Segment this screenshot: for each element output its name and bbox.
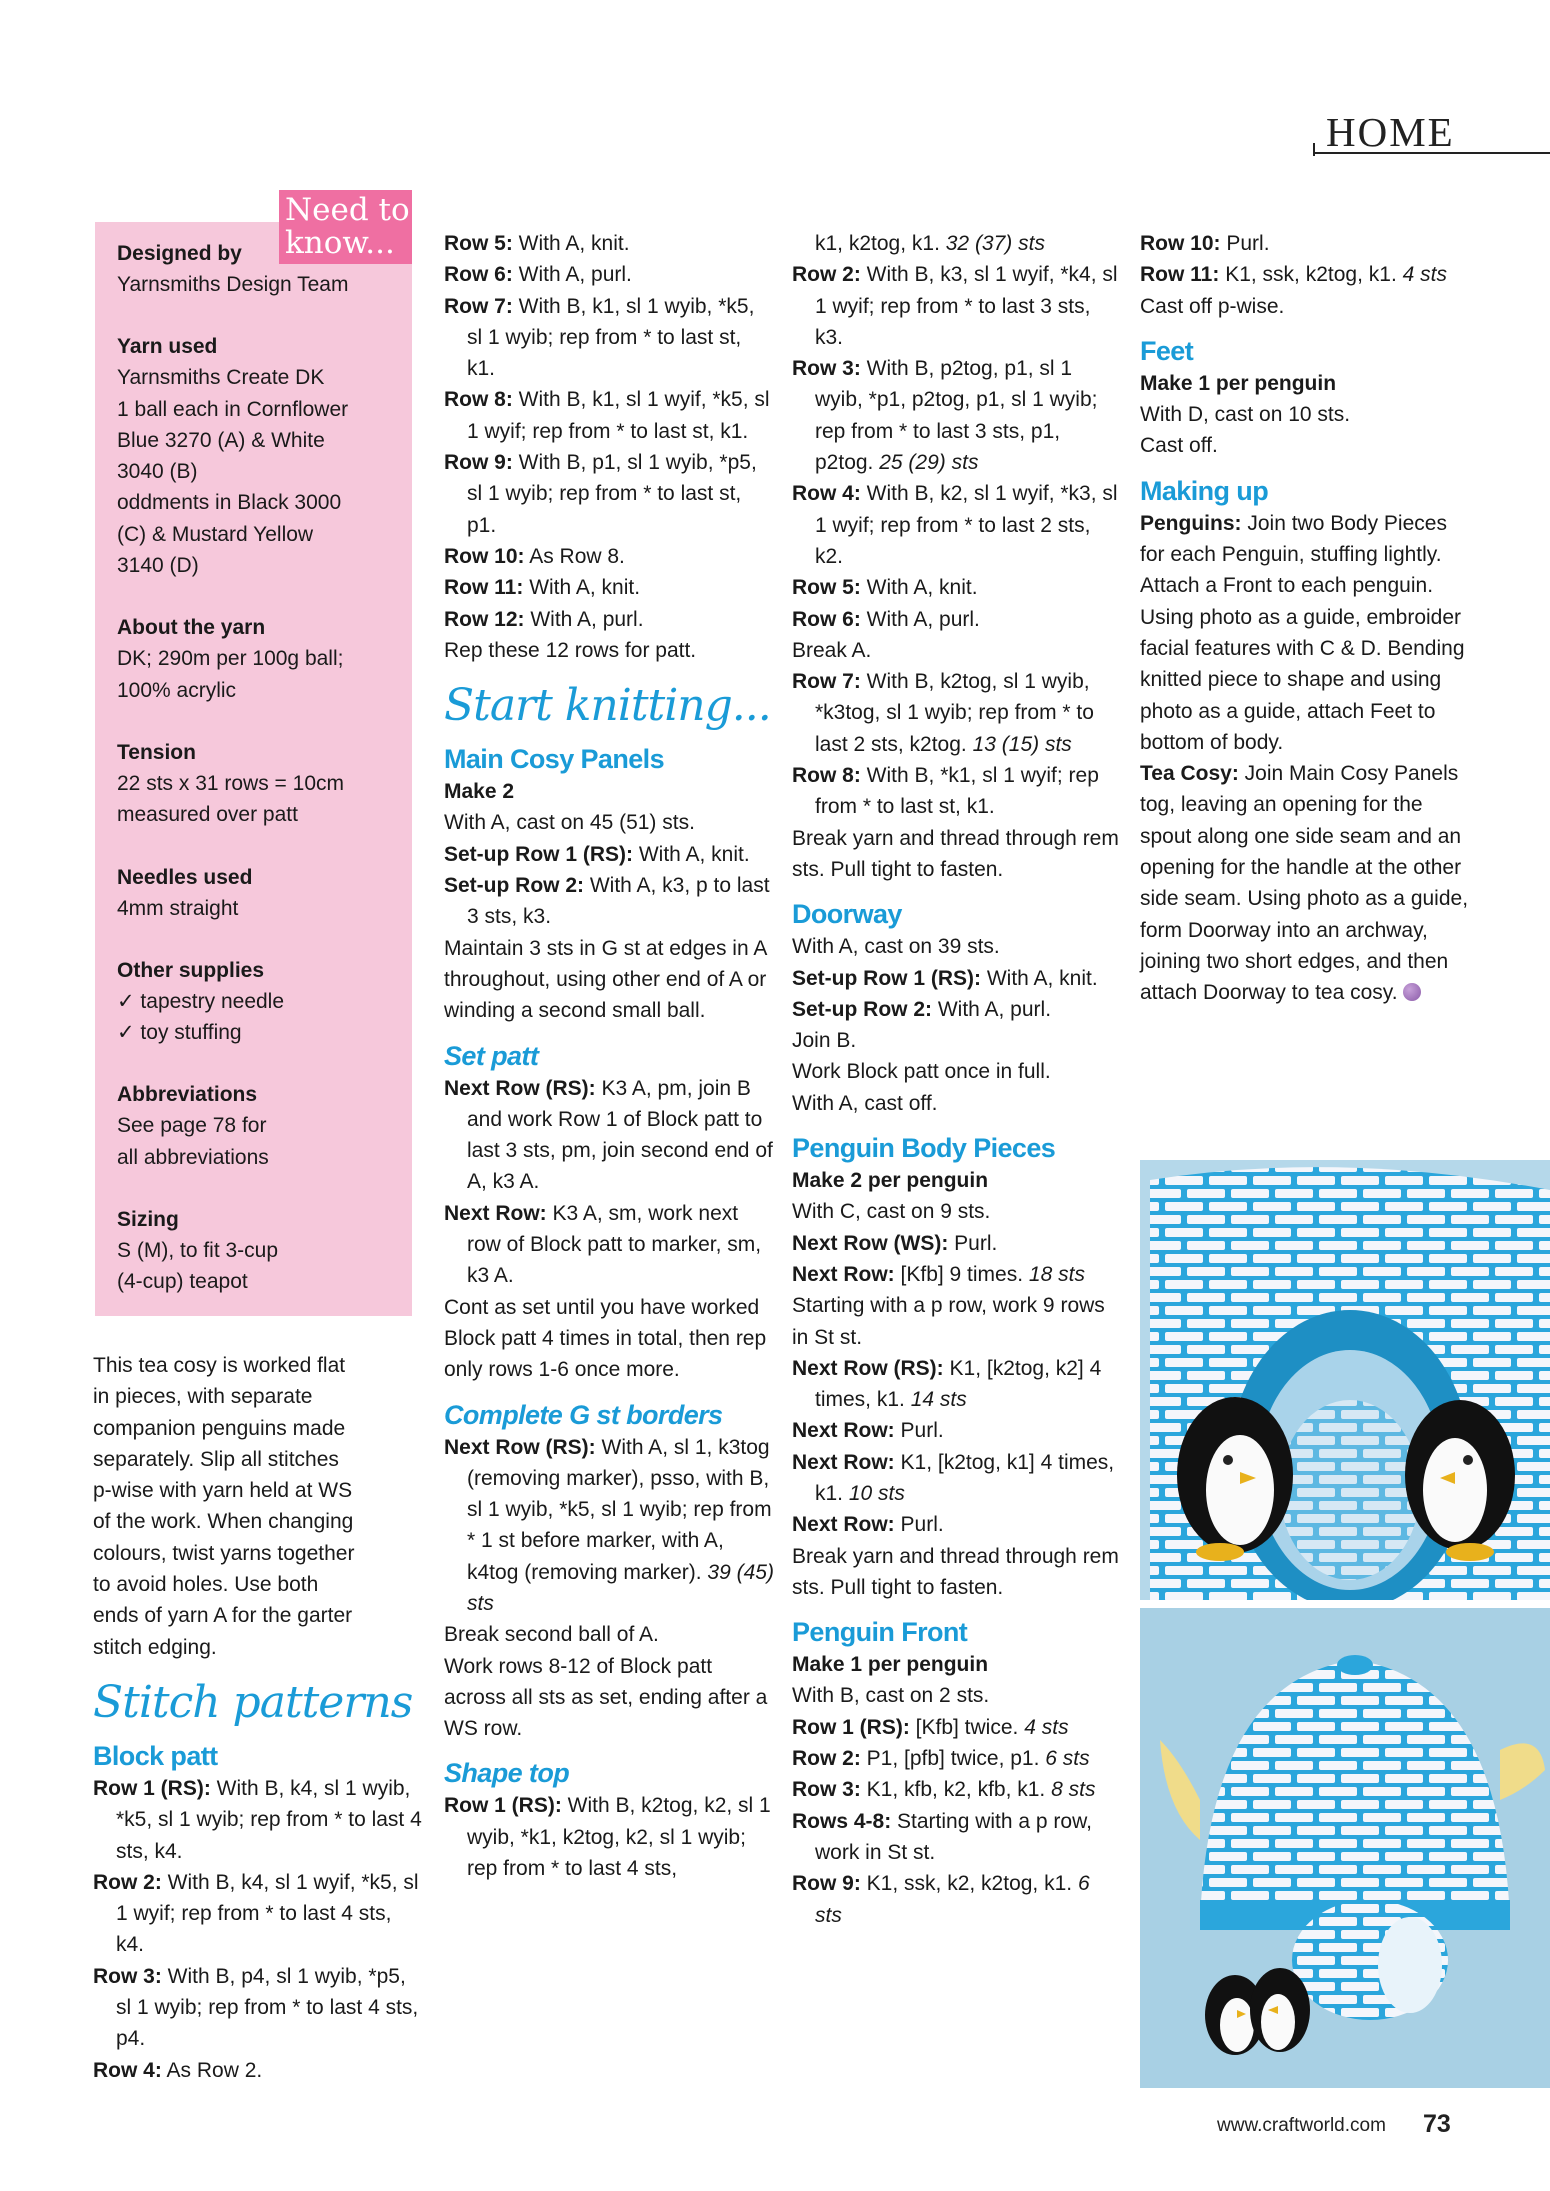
- setup-row-1: [444, 839, 774, 870]
- next-row-rs-label: Next Row (RS):: [444, 1076, 596, 1100]
- need-to-know-line: Yarnsmiths Design Team: [117, 273, 349, 296]
- page-number: 73: [1423, 2110, 1451, 2138]
- row-3-count: 25 (29) sts: [879, 451, 979, 475]
- body-row-2-text: [Kfb] 9 times.: [894, 1262, 1024, 1286]
- need-to-know-group: [117, 331, 397, 581]
- row-3-label: Row 3:: [792, 357, 861, 381]
- body-break: Break yarn and thread through rem sts. Pull tight to fasten.: [792, 1544, 1119, 1599]
- pattern-row: [93, 1961, 423, 2055]
- body-start: Starting with a p row, work 9 rows in St st.: [792, 1294, 1105, 1349]
- need-to-know-line: 3140 (D): [117, 554, 199, 578]
- row-8: [792, 760, 1122, 823]
- intro-line: separately. Slip all stitches: [93, 1447, 339, 1471]
- row-5-text: With A, knit.: [860, 576, 978, 600]
- break-a: Break A.: [792, 638, 872, 662]
- intro-line: ends of yarn A for the garter: [93, 1604, 353, 1628]
- front-make: Make 1 per penguin: [792, 1653, 989, 1677]
- need-to-know-tag-line: Need to: [285, 192, 410, 228]
- front-row-2: [792, 1743, 1122, 1774]
- penguin-body-heading: Penguin Body Pieces: [792, 1133, 1056, 1164]
- block-patt-rows: [93, 1773, 423, 2086]
- front-rows-4-8-text: Starting with a p row, work in St st.: [815, 1809, 1092, 1864]
- maintain-text: Maintain 3 sts in G st at edges in A throughout, using other end of A or winding a second small ball.: [444, 936, 767, 1023]
- feet-make: Make 1 per penguin: [1140, 371, 1337, 395]
- front-row-9-count: 6 sts: [815, 1872, 1090, 1927]
- body-row-5-count: 10 sts: [848, 1481, 905, 1505]
- column-3: [792, 228, 1122, 1931]
- doorway-cast-off: With A, cast off.: [792, 1091, 938, 1115]
- intro-line: to avoid holes. Use both: [93, 1573, 319, 1597]
- pattern-row-text: With B, k1, sl 1 wyib, *k5, sl 1 wyib; rep from * to last st, k1.: [467, 294, 755, 381]
- front-row-2-text: P1, [pfb] twice, p1.: [860, 1747, 1040, 1771]
- pattern-row-label: Row 6:: [444, 263, 513, 287]
- pattern-row-label: Row 9:: [444, 451, 513, 475]
- need-to-know-heading: Abbreviations: [117, 1083, 258, 1107]
- need-to-know-tag: [279, 190, 412, 264]
- need-to-know-line: S (M), to fit 3-cup: [117, 1239, 279, 1263]
- pattern-row-text: As Row 2.: [161, 2058, 263, 2082]
- body-row-2-count: 18 sts: [1028, 1262, 1085, 1286]
- pattern-row-label: Row 12:: [444, 607, 525, 631]
- work-block: Work Block patt once in full.: [792, 1060, 1051, 1084]
- tea-cosy-text: Join Main Cosy Panels tog, leaving an opening for the spout along one side seam and an opening for the handle at the other side seam. Using photo as a guide, form Doorway into an archway, joining two short edges, and then attach Doorway to tea cosy.: [1140, 762, 1469, 1005]
- body-make: Make 2 per penguin: [792, 1169, 989, 1193]
- front-row-1: [792, 1712, 1122, 1743]
- row-3: [792, 353, 1122, 478]
- front-row-3-text: K1, kfb, k2, kfb, k1.: [860, 1778, 1046, 1802]
- shape-row-1-label: Row 1 (RS):: [444, 1794, 562, 1818]
- front-row-2-count: 6 sts: [1045, 1747, 1090, 1771]
- need-to-know-heading: Needles used: [117, 865, 253, 889]
- setup-row-1-text: With A, knit.: [633, 842, 750, 866]
- main-cosy-heading: Main Cosy Panels: [444, 744, 664, 775]
- work-rows-text: Work rows 8-12 of Block patt across all sts as set, ending after a WS row.: [444, 1654, 768, 1741]
- need-to-know-heading: Other supplies: [117, 958, 265, 982]
- row-8-text: With B, *k1, sl 1 wyif; rep from * to last st, k1.: [815, 764, 1099, 819]
- pattern-row: [444, 228, 774, 259]
- pattern-row: [444, 604, 774, 635]
- main-cast-on: With A, cast on 45 (51) sts.: [444, 811, 695, 835]
- tea-cosy-instructions: [1140, 758, 1470, 1008]
- intro-line: companion penguins made: [93, 1416, 346, 1440]
- body-row-3-label: Next Row (RS):: [792, 1356, 944, 1380]
- need-to-know-group: [117, 1204, 397, 1298]
- block-patt-rows-cont: [444, 228, 774, 635]
- pattern-row-label: Row 7:: [444, 294, 513, 318]
- project-photo: [1140, 1160, 1550, 2088]
- front-row-2-label: Row 2:: [792, 1747, 861, 1771]
- pattern-row-label: Row 2:: [93, 1870, 162, 1894]
- pattern-row: [93, 1773, 423, 1867]
- next-row-text: K3 A, sm, work next row of Block patt to marker, sm, k3 A.: [467, 1201, 762, 1288]
- setup-row-2-text: With A, k3, p to last 3 sts, k3.: [467, 874, 770, 929]
- gst-row-count: 39 (45) sts: [467, 1560, 774, 1615]
- front-row-9-text: K1, ssk, k2, k2tog, k1.: [860, 1872, 1073, 1896]
- body-row-1-text: Purl.: [948, 1231, 998, 1255]
- need-to-know-line: all abbreviations: [117, 1145, 269, 1169]
- need-to-know-heading: Tension: [117, 740, 196, 764]
- body-row-3: [792, 1353, 1122, 1416]
- need-to-know-line: See page 78 for: [117, 1114, 267, 1138]
- pattern-row: [93, 1867, 423, 1961]
- need-to-know-line: DK; 290m per 100g ball;: [117, 647, 344, 671]
- shape-top-heading: Shape top: [444, 1758, 570, 1789]
- shape-cont-text: k1, k2tog, k1.: [815, 232, 940, 255]
- feet-heading: Feet: [1140, 335, 1194, 366]
- need-to-know-heading: Sizing: [117, 1208, 179, 1232]
- row-4-label: Row 4:: [792, 482, 861, 506]
- join-b: Join B.: [792, 1029, 857, 1053]
- row-7-label: Row 7:: [792, 670, 861, 694]
- body-row-4-text: Purl.: [894, 1419, 944, 1443]
- column-1: [93, 1350, 423, 2086]
- body-row-1: [792, 1228, 1122, 1259]
- break-second-ball: Break second ball of A.: [444, 1623, 659, 1647]
- front-cast-on: With B, cast on 2 sts.: [792, 1684, 990, 1708]
- body-row-6: [792, 1509, 1122, 1540]
- front-row-3-label: Row 3:: [792, 1778, 861, 1802]
- pattern-row-text: With B, k4, sl 1 wyif, *k5, sl 1 wyif; rep from * to last 4 sts, k4.: [116, 1870, 419, 1957]
- shape-cont-count: 32 (37) sts: [945, 232, 1045, 255]
- feet-cast-on: With D, cast on 10 sts.: [1140, 403, 1351, 427]
- intro-line: colours, twist yarns together: [93, 1541, 355, 1565]
- need-to-know-line: measured over patt: [117, 803, 298, 827]
- section-rule-tick: [1313, 143, 1315, 156]
- front-row-1-count: 4 sts: [1024, 1715, 1069, 1739]
- gst-row: [444, 1432, 774, 1620]
- rep-line: Rep these 12 rows for patt.: [444, 638, 697, 662]
- need-to-know-heading: Designed by: [117, 242, 242, 265]
- penguins-text: Join two Body Pieces for each Penguin, stuffing lightly. Attach a Front to each penguin. Using photo as a guide, embroider facial features with C & D. Bending knitted piece to shape and using photo as a guide, attach Feet to bottom of body.: [1140, 511, 1465, 754]
- intro-line: stitch edging.: [93, 1635, 217, 1659]
- body-row-4-label: Next Row:: [792, 1419, 895, 1443]
- row-7: [792, 666, 1122, 760]
- row-2: [792, 259, 1122, 353]
- need-to-know-group: [117, 862, 397, 924]
- need-to-know-line: (C) & Mustard Yellow: [117, 522, 314, 546]
- cast-off-pwise: Cast off p-wise.: [1140, 294, 1285, 318]
- setup-row-2: [444, 870, 774, 933]
- front-rows-4-8-label: Rows 4-8:: [792, 1809, 892, 1833]
- pattern-row-text: As Row 8.: [524, 544, 625, 568]
- start-knitting-heading: Start knitting...: [444, 680, 771, 732]
- body-cast-on: With C, cast on 9 sts.: [792, 1200, 991, 1224]
- pattern-row: [444, 384, 774, 447]
- feet-cast-off: Cast off.: [1140, 434, 1218, 458]
- row-6-text: With A, purl.: [860, 607, 980, 631]
- column-2: [444, 228, 774, 1884]
- pattern-row-label: Row 1 (RS):: [93, 1776, 211, 1800]
- front-row-9: [792, 1868, 1122, 1931]
- next-row: [444, 1198, 774, 1292]
- break-thread: Break yarn and thread through rem sts. Pull tight to fasten.: [792, 826, 1119, 881]
- body-row-3-text: K1, [k2tog, k2] 4 times, k1.: [815, 1356, 1102, 1412]
- front-row-3: [792, 1774, 1122, 1805]
- front-row-1-text: [Kfb] twice.: [909, 1715, 1019, 1739]
- pattern-row-text: With A, purl.: [524, 607, 644, 631]
- body-row-2-label: Next Row:: [792, 1262, 895, 1286]
- pattern-row-label: Row 4:: [93, 2058, 162, 2082]
- body-row-5-text: K1, [k2tog, k1] 4 times, k1.: [815, 1450, 1115, 1505]
- block-patt-heading: Block patt: [93, 1740, 218, 1771]
- column-4: [1140, 228, 1470, 1009]
- need-to-know-line: ✓ toy stuffing: [117, 1021, 242, 1045]
- need-to-know-box: [95, 222, 412, 1316]
- intro-line: of the work. When changing: [93, 1510, 354, 1534]
- intro-line: This tea cosy is worked flat: [93, 1354, 346, 1377]
- section-rule: [1313, 152, 1550, 154]
- penguin-front-heading: Penguin Front: [792, 1617, 968, 1648]
- pattern-row-text: With B, p1, sl 1 wyib, *p5, sl 1 wyib; rep from * to last st, p1.: [467, 451, 757, 537]
- need-to-know-line: 22 sts x 31 rows = 10cm: [117, 771, 345, 795]
- pattern-row-text: With B, k4, sl 1 wyib, *k5, sl 1 wyib; rep from * to last 4 sts, k4.: [116, 1776, 422, 1863]
- need-to-know-line: (4-cup) teapot: [117, 1270, 248, 1294]
- setup-row-1-label: Set-up Row 1 (RS):: [444, 842, 633, 866]
- penguins-label: Penguins:: [1140, 511, 1242, 535]
- shape-row-1-cont: [792, 228, 1122, 259]
- pattern-row-text: With B, k1, sl 1 wyif, *k5, sl 1 wyif; rep from * to last st, k1.: [467, 388, 770, 443]
- front-row-9-label: Row 9:: [792, 1872, 861, 1896]
- body-row-5-label: Next Row:: [792, 1450, 895, 1474]
- intro-line: in pieces, with separate: [93, 1385, 313, 1409]
- body-row-6-label: Next Row:: [792, 1513, 895, 1537]
- doorway-setup-1-text: With A, knit.: [981, 966, 1098, 990]
- next-row-rs: [444, 1073, 774, 1198]
- body-row-2: [792, 1259, 1122, 1290]
- doorway-setup-2-text: With A, purl.: [932, 997, 1052, 1021]
- section-label: HOME: [1326, 109, 1455, 155]
- pattern-row: [444, 291, 774, 385]
- need-to-know-line: ✓ tapestry needle: [117, 989, 285, 1013]
- front-row-10-text: Purl.: [1220, 232, 1270, 255]
- need-to-know-heading: Yarn used: [117, 335, 218, 359]
- shape-row-1: [444, 1790, 774, 1884]
- doorway-setup-1-label: Set-up Row 1 (RS):: [792, 966, 981, 990]
- doorway-setup-2-label: Set-up Row 2:: [792, 997, 932, 1021]
- body-row-5: [792, 1447, 1122, 1510]
- need-to-know-group: [117, 612, 397, 706]
- intro-line: p-wise with yarn held at WS: [93, 1479, 353, 1503]
- need-to-know-group: [117, 955, 397, 1049]
- next-row-label: Next Row:: [444, 1201, 547, 1225]
- gst-borders-heading: Complete G st borders: [444, 1399, 723, 1430]
- need-to-know-line: Blue 3270 (A) & White: [117, 428, 325, 452]
- pattern-row-text: With A, knit.: [523, 576, 641, 600]
- front-row-10: [1140, 228, 1470, 259]
- intro-text: [93, 1350, 423, 1663]
- set-patt-heading: Set patt: [444, 1040, 539, 1071]
- penguin-small-right-illustration: [1250, 1968, 1310, 2052]
- front-row-1-label: Row 1 (RS):: [792, 1715, 910, 1739]
- footer-url[interactable]: www.craftworld.com: [1217, 2115, 1386, 2136]
- front-row-11: [1140, 259, 1470, 290]
- need-to-know-heading: About the yarn: [117, 616, 266, 640]
- pattern-row-label: Row 3:: [93, 1964, 162, 1988]
- row-4: [792, 478, 1122, 572]
- row-7-text: With B, k2tog, sl 1 wyib, *k3tog, sl 1 wyib; rep from * to last 2 sts, k2tog.: [815, 670, 1094, 756]
- row-5-label: Row 5:: [792, 576, 861, 600]
- pattern-row: [444, 259, 774, 290]
- row-7-count: 13 (15) sts: [972, 732, 1072, 756]
- front-row-11-label: Row 11:: [1140, 263, 1220, 287]
- pattern-row-label: Row 8:: [444, 388, 513, 412]
- body-row-4: [792, 1415, 1122, 1446]
- row-4-text: With B, k2, sl 1 wyif, *k3, sl 1 wyif; rep from * to last 2 sts, k2.: [815, 482, 1118, 568]
- doorway-setup-2: [792, 994, 1122, 1025]
- shape-row-1-text: With B, k2tog, k2, sl 1 wyib, *k1, k2tog, k2, sl 1 wyib; rep from * to last 4 sts,: [467, 1794, 771, 1881]
- row-2-text: With B, k3, sl 1 wyif, *k4, sl 1 wyif; rep from * to last 3 sts, k3.: [815, 263, 1118, 349]
- pattern-row-label: Row 11:: [444, 576, 524, 600]
- need-to-know-line: Yarnsmiths Create DK: [117, 366, 325, 390]
- front-row-11-text: K1, ssk, k2tog, k1.: [1219, 263, 1397, 287]
- body-row-3-count: 14 sts: [910, 1388, 967, 1412]
- need-to-know-group: [117, 737, 397, 831]
- gst-row-text: With A, sl 1, k3tog (removing marker), psso, with B, sl 1 wyib, *k5, sl 1 wyib; rep from * 1 st before marker, with A, k4tog (removing marker).: [467, 1435, 772, 1584]
- need-to-know-tag-line: know...: [285, 225, 395, 261]
- tea-cosy-label: Tea Cosy:: [1140, 762, 1239, 786]
- need-to-know-line: 1 ball each in Cornflower: [117, 397, 349, 421]
- front-row-10-label: Row 10:: [1140, 232, 1221, 255]
- pattern-row: [444, 541, 774, 572]
- pattern-row-text: With A, purl.: [512, 263, 632, 287]
- body-row-1-label: Next Row (WS):: [792, 1231, 949, 1255]
- pattern-row-text: With A, knit.: [512, 232, 630, 255]
- main-make: Make 2: [444, 780, 515, 804]
- pattern-row: [93, 2055, 423, 2086]
- row-3-text: With B, p2tog, p1, sl 1 wyib, *p1, p2tog, p1, sl 1 wyib; rep from * to last 3 sts, p1, p2tog.: [815, 357, 1098, 475]
- front-row-11-count: 4 sts: [1402, 263, 1447, 287]
- front-rows-4-8: [792, 1806, 1122, 1869]
- gst-row-label: Next Row (RS):: [444, 1435, 596, 1459]
- pattern-row-label: Row 10:: [444, 544, 525, 568]
- row-6: [792, 604, 1122, 635]
- need-to-know-line: 4mm straight: [117, 896, 239, 920]
- pattern-row: [444, 572, 774, 603]
- next-row-rs-text: K3 A, pm, join B and work Row 1 of Block patt to last 3 sts, pm, join second end of A, k3 A.: [467, 1076, 773, 1194]
- making-up-heading: Making up: [1140, 475, 1269, 506]
- pattern-row-label: Row 5:: [444, 232, 513, 255]
- doorway-cast-on: With A, cast on 39 sts.: [792, 935, 1000, 959]
- doorway-setup-1: [792, 963, 1122, 994]
- front-row-3-count: 8 sts: [1051, 1778, 1096, 1802]
- need-to-know-line: oddments in Black 3000: [117, 491, 342, 515]
- doorway-heading: Doorway: [792, 899, 902, 930]
- need-to-know-group: [117, 1079, 397, 1173]
- need-to-know-content: [117, 238, 397, 1329]
- tea-cosy-illustration: [1140, 1160, 1550, 2088]
- pattern-row: [444, 447, 774, 541]
- row-5: [792, 572, 1122, 603]
- row-2-label: Row 2:: [792, 263, 861, 287]
- body-row-6-text: Purl.: [894, 1513, 944, 1537]
- cont-text: Cont as set until you have worked Block patt 4 times in total, then rep only rows 1-6 once more.: [444, 1295, 767, 1382]
- row-6-label: Row 6:: [792, 607, 861, 631]
- need-to-know-line: 100% acrylic: [117, 678, 237, 702]
- pattern-row-text: With B, p4, sl 1 wyib, *p5, sl 1 wyib; rep from * to last 4 sts, p4.: [116, 1964, 419, 2051]
- setup-row-2-label: Set-up Row 2:: [444, 874, 584, 898]
- penguins-instructions: [1140, 508, 1470, 758]
- stitch-patterns-heading: Stitch patterns: [93, 1676, 413, 1728]
- yarn-ball-icon: [1403, 983, 1421, 1001]
- need-to-know-line: 3040 (B): [117, 460, 198, 484]
- row-8-label: Row 8:: [792, 764, 861, 788]
